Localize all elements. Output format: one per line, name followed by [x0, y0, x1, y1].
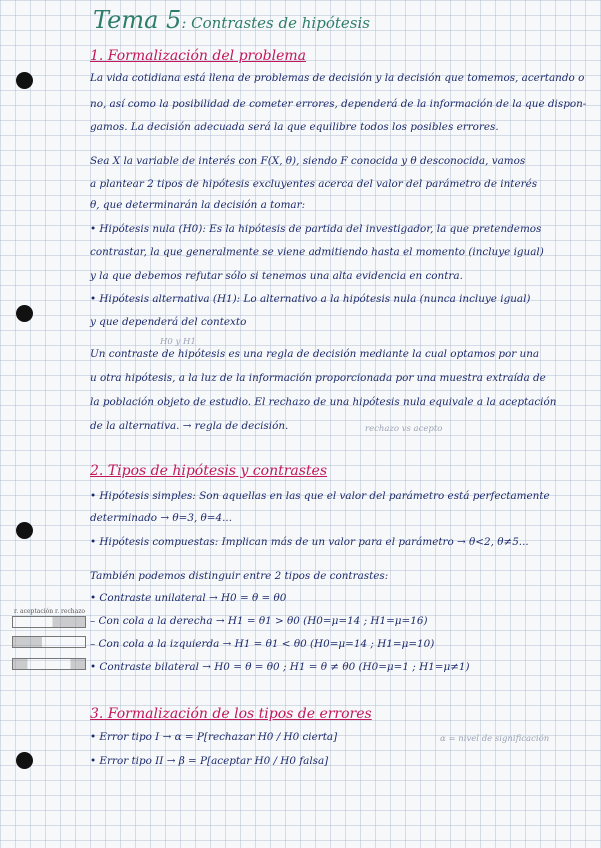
- text-line: la población objeto de estudio. El rechazo de una hipótesis nula equivale a la aceptación: [90, 396, 557, 408]
- text-line: • Hipótesis simples: Son aquellas en las que el valor del parámetro está perfectamente: [90, 490, 550, 502]
- text-line: a plantear 2 tipos de hipótesis excluyentes acerca del valor del parámetro de interés: [90, 178, 538, 190]
- text-line: • Error tipo II → β = P[aceptar H0 / H0 falsa]: [90, 755, 329, 767]
- text-line: Un contraste de hipótesis es una regla de decisión mediante la cual optamos por una: [90, 348, 540, 360]
- text-line: • Hipótesis alternativa (H1): Lo alternativo a la hipótesis nula (nunca incluye igual): [90, 293, 531, 305]
- section-2-heading: 2. Tipos de hipótesis y contrastes: [90, 463, 328, 479]
- text-line: – Con cola a la izquierda → H1 = θ1 < θ0 (H0=μ=14 ; H1=μ=10): [90, 638, 435, 650]
- distribution-sketch: [12, 636, 86, 648]
- text-line: – Con cola a la derecha → H1 = θ1 > θ0 (H0=μ=14 ; H1=μ=16): [90, 615, 428, 627]
- distribution-sketch: [12, 658, 86, 670]
- small-note: H0 y H1: [160, 337, 196, 347]
- binder-hole: [16, 72, 33, 89]
- binder-hole: [16, 752, 33, 769]
- text-line: • Error tipo I → α = P[rechazar H0 / H0 cierta]: [90, 731, 338, 743]
- text-line: determinado → θ=3, θ=4...: [90, 512, 233, 524]
- section-3-heading: 3. Formalización de los tipos de errores: [90, 706, 372, 722]
- text-line: La vida cotidiana está llena de problemas de decisión y la decisión que tomemos, acertando o: [90, 72, 585, 84]
- distribution-sketch: [12, 616, 86, 628]
- text-line: Sea X la variable de interés con F(X, θ), siendo F conocida y θ desconocida, vamos: [90, 155, 526, 167]
- margin-label: r. aceptación r. rechazo: [14, 608, 86, 615]
- text-line: También podemos distinguir entre 2 tipos de contrastes:: [90, 570, 389, 582]
- text-line: de la alternativa. → regla de decisión.: [90, 420, 289, 432]
- faint-note: rechazo vs acepto: [365, 424, 443, 434]
- section-1-heading: 1. Formalización del problema: [90, 48, 306, 64]
- text-line: y que dependerá del contexto: [90, 316, 247, 328]
- text-line: • Contraste unilateral → H0 = θ = θ0: [90, 592, 287, 604]
- text-line: θ, que determinarán la decisión a tomar:: [90, 199, 306, 211]
- page-title: [93, 6, 370, 34]
- title-main: Tema 5: [93, 6, 182, 34]
- binder-hole: [16, 305, 33, 322]
- text-line: • Hipótesis compuestas: Implican más de un valor para el parámetro → θ<2, θ≠5...: [90, 536, 529, 548]
- text-line: y la que debemos refutar sólo si tenemos una alta evidencia en contra.: [90, 270, 463, 282]
- text-line: u otra hipótesis, a la luz de la información proporcionada por una muestra extraída de: [90, 372, 546, 384]
- text-line: no, así como la posibilidad de cometer errores, dependerá de la información de la que dispon-: [90, 98, 587, 110]
- title-sub: : Contrastes de hipótesis: [181, 14, 370, 32]
- text-line: • Hipótesis nula (H0): Es la hipótesis de partida del investigador, la que pretendemos: [90, 223, 542, 235]
- text-line: • Contraste bilateral → H0 = θ = θ0 ; H1 = θ ≠ θ0 (H0=μ=1 ; H1=μ≠1): [90, 661, 470, 673]
- text-line: contrastar, la que generalmente se viene admitiendo hasta el momento (incluye igual): [90, 246, 544, 258]
- alpha-note: α = nivel de significación: [440, 734, 550, 744]
- text-line: gamos. La decisión adecuada será la que equilibre todos los posibles errores.: [90, 121, 499, 133]
- binder-hole: [16, 522, 33, 539]
